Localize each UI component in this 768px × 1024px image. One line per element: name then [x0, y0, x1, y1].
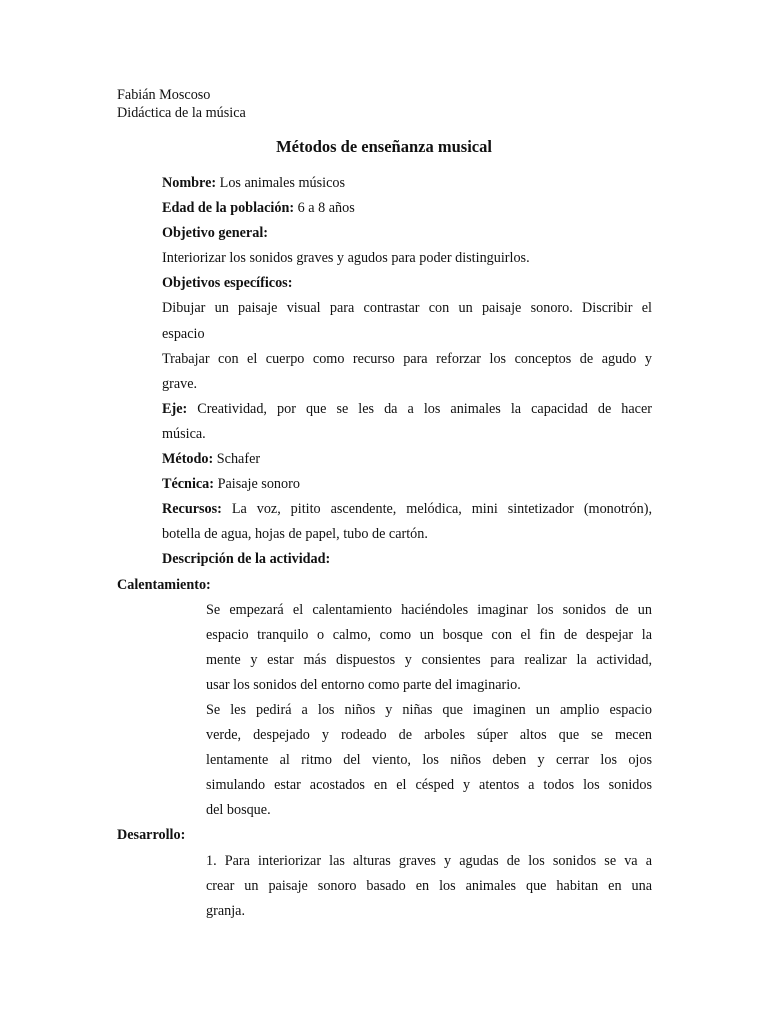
field-label: Método:: [162, 451, 214, 468]
section-heading-desarrollo: Desarrollo:: [117, 827, 186, 844]
objetivo-especifico-2-line-1: Trabajar con el cuerpo como recurso para reforzar los conceptos de agudo y: [162, 350, 652, 367]
field-label: Edad de la población:: [162, 200, 295, 217]
field-recursos-line-2: botella de agua, hojas de papel, tubo de cartón.: [162, 526, 428, 543]
calentamiento-line: del bosque.: [206, 802, 271, 819]
section-heading-calentamiento: Calentamiento:: [117, 576, 211, 593]
field-objetivo-general-text: Interiorizar los sonidos graves y agudos para poder distinguirlos.: [162, 250, 530, 267]
author-name: Fabián Moscoso: [117, 87, 211, 103]
document-header: [117, 86, 246, 122]
field-nombre: [117, 171, 652, 196]
objetivo-especifico-1-line-2: espacio: [162, 325, 205, 342]
field-eje-line-2: música.: [162, 425, 206, 442]
field-value: Paisaje sonoro: [214, 476, 300, 493]
field-value: 6 a 8 años: [294, 200, 355, 217]
calentamiento-line: mente y estar más dispuestos y consientes para realizar la actividad,: [206, 651, 652, 668]
field-eje: [117, 397, 652, 422]
field-edad: [117, 196, 652, 221]
field-label: Recursos:: [162, 501, 222, 518]
calentamiento-line: lentamente al ritmo del viento, los niños deben y cerrar los ojos: [206, 752, 652, 769]
objetivo-especifico-2-line-2: grave.: [162, 375, 198, 392]
calentamiento-line: simulando estar acostados en el césped y atentos a todos los sonidos: [206, 777, 652, 794]
field-objetivo-general-label: Objetivo general:: [162, 225, 268, 242]
field-tecnica: [117, 472, 652, 497]
field-value: La voz, pitito ascendente, melódica, mini sintetizador (monotrón),: [221, 501, 652, 518]
field-value: Los animales músicos: [216, 175, 345, 191]
field-metodo: [117, 447, 652, 472]
field-label: Nombre:: [162, 175, 217, 191]
objetivo-especifico-1-line-1: Dibujar un paisaje visual para contrastar con un paisaje sonoro. Discribir el: [162, 300, 652, 317]
field-value: Creatividad, por que se les da a los animales la capacidad de hacer: [187, 400, 652, 417]
document-title: Métodos de enseñanza musical: [276, 137, 492, 156]
field-descripcion-label: Descripción de la actividad:: [162, 551, 331, 568]
course-name: Didáctica de la música: [117, 105, 246, 121]
calentamiento-line: espacio tranquilo o calmo, como un bosque con el fin de despejar la: [206, 626, 652, 643]
field-recursos: [117, 497, 652, 522]
field-value: Schafer: [213, 451, 261, 468]
field-objetivos-especificos-label: Objetivos específicos:: [162, 275, 293, 292]
document-body: [117, 171, 652, 924]
desarrollo-line: 1. Para interiorizar las alturas graves y agudas de los sonidos se va a: [206, 852, 652, 869]
desarrollo-line: granja.: [206, 902, 245, 919]
field-label: Eje:: [162, 400, 188, 417]
calentamiento-line: Se les pedirá a los niños y niñas que imaginen un amplio espacio: [206, 701, 652, 718]
calentamiento-line: Se empezará el calentamiento haciéndoles imaginar los sonidos de un: [206, 601, 652, 618]
desarrollo-line: crear un paisaje sonoro basado en los animales que habitan en una: [206, 877, 652, 894]
calentamiento-line: usar los sonidos del entorno como parte del imaginario.: [206, 676, 521, 693]
calentamiento-line: verde, despejado y rodeado de arboles súper altos que se mecen: [206, 727, 652, 744]
field-label: Técnica:: [162, 476, 215, 493]
